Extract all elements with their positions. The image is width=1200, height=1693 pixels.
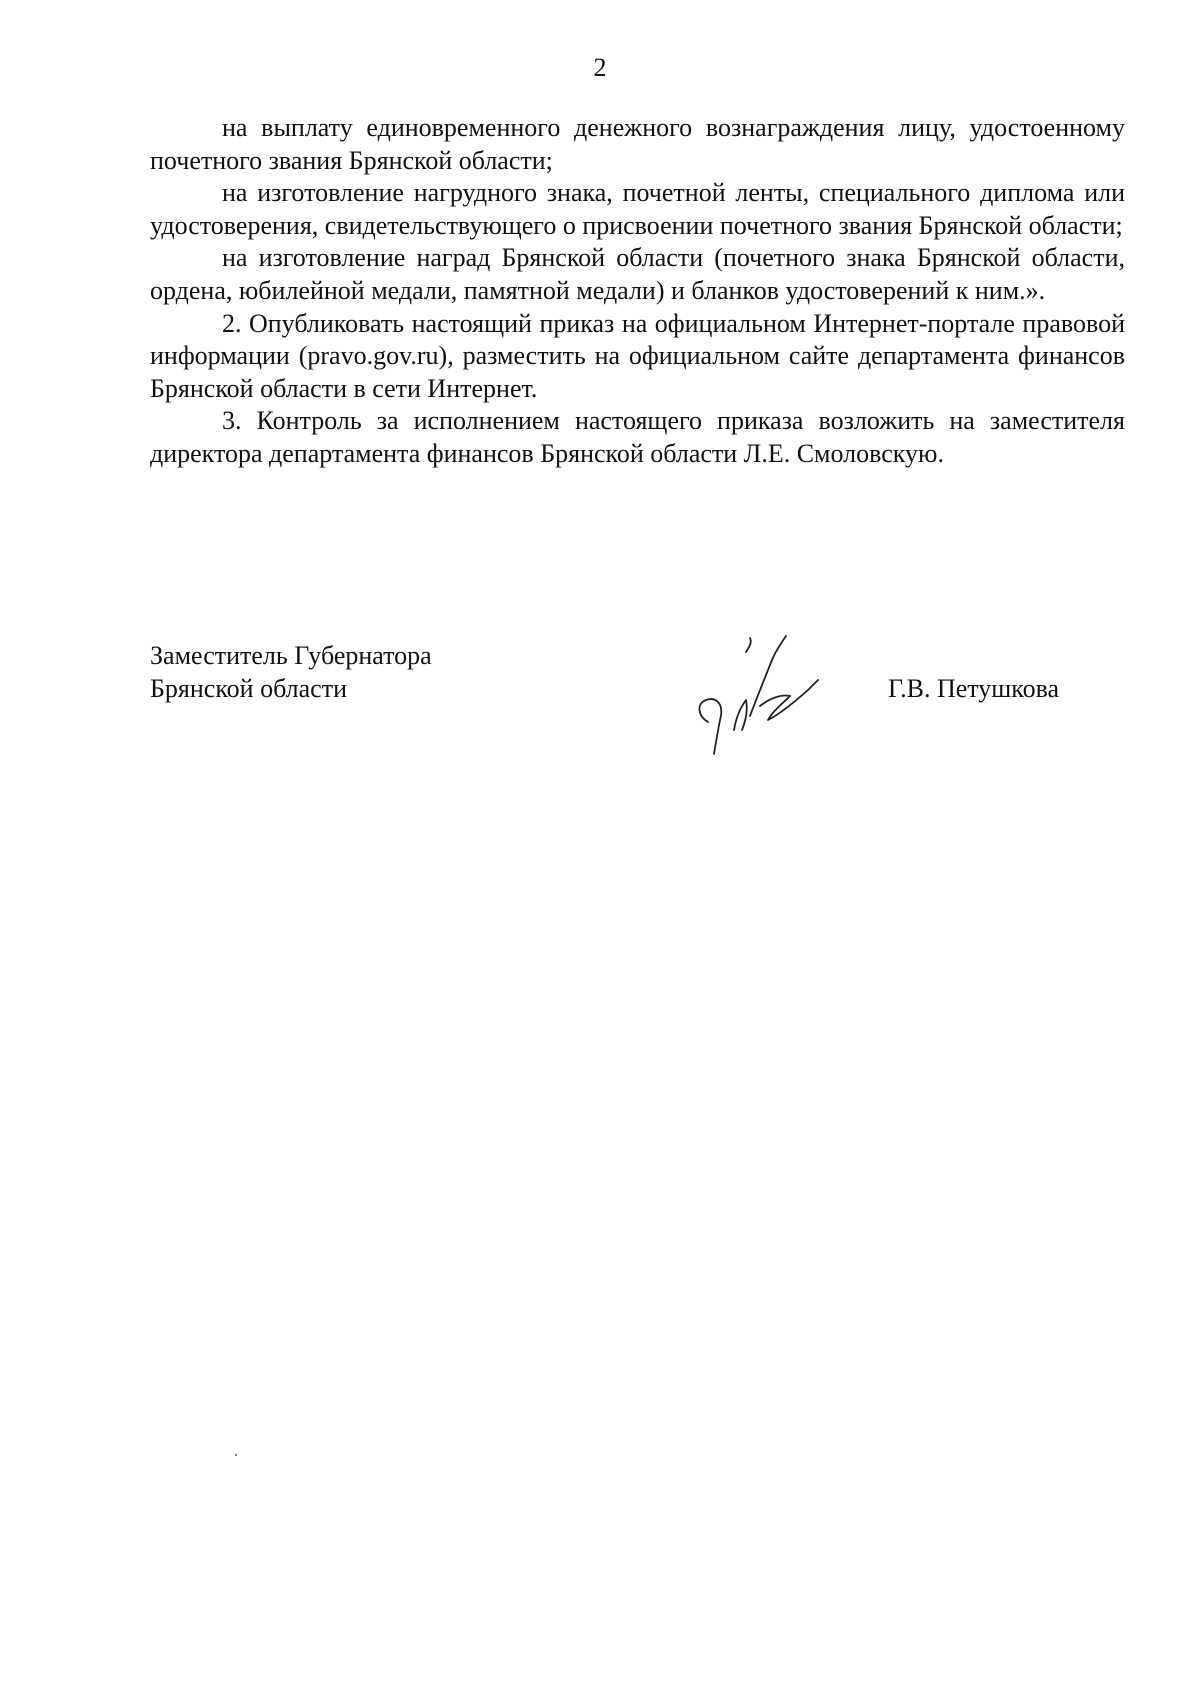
signature-block	[150, 640, 1125, 760]
signer-name: Г.В. Петушкова	[888, 673, 1060, 703]
paragraph-award-payment: на выплату единовременного денежного вознаграждения лицу, удостоенному почетного звания Брянской области;	[150, 113, 1125, 175]
signer-title	[150, 640, 432, 705]
paragraph-badge-manufacturing: на изготовление нагрудного знака, почетной ленты, специального диплома или удостоверения, свидетельствующего о присвоении почетного звания Брянской области;	[150, 178, 1125, 240]
scan-artifact-dot	[235, 1454, 237, 1456]
paragraph-publication: 2. Опубликовать настоящий приказ на официальном Интернет-портале правовой информации (pravo.gov.ru), разместить на официальном сайте департамента финансов Брянской области в сети Интернет.	[150, 308, 1125, 403]
page-number: 2	[593, 53, 607, 82]
document-body	[150, 112, 1125, 471]
signer-title-line-1: Заместитель Губернатора	[150, 641, 432, 670]
handwritten-signature	[690, 620, 840, 760]
paragraph-awards-manufacturing: на изготовление наград Брянской области (почетного знака Брянской области, ордена, юбилейной медали, памятной медали) и бланков удостоверений к ним.».	[150, 243, 1125, 305]
signer-title-line-2: Брянской области	[150, 673, 347, 703]
paragraph-control: 3. Контроль за исполнением настоящего приказа возложить на заместителя директора департамента финансов Брянской области Л.Е. Смоловскую.	[150, 406, 1125, 468]
